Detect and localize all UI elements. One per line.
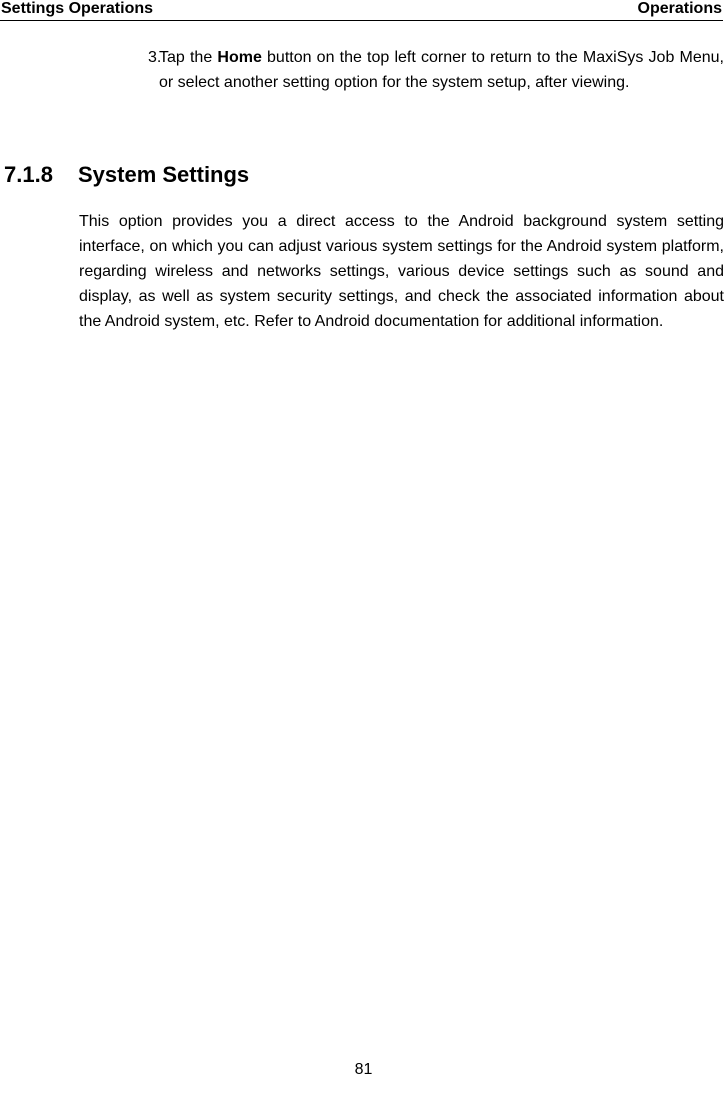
section-number: 7.1.8 <box>4 162 53 187</box>
step-text-before: Tap the <box>159 49 218 66</box>
section-heading <box>4 160 249 190</box>
step-paragraph <box>159 45 724 95</box>
step-text-after: button on the top left corner to return to the MaxiSys Job Menu, or select another setting option for the system setup, after viewing. <box>159 49 724 91</box>
header-left-title: Settings Operations <box>1 0 154 17</box>
step-body <box>159 45 724 95</box>
section-title: System Settings <box>78 162 250 187</box>
step-bold-word: Home <box>217 49 262 66</box>
page-number: 81 <box>354 1061 373 1078</box>
header-right-title: Operations <box>637 0 722 17</box>
page-header <box>0 0 723 21</box>
step-number: 3. <box>148 49 162 66</box>
section-body: This option provides you a direct access to the Android background system setting interface, on which you can adjust various system settings for the Android system platform, regarding wireless and networks settings, various device settings such as sound and display, as well as system security settings, and check the associated information about the Android system, etc. Refer to Android documentation for additional information. <box>79 213 724 330</box>
